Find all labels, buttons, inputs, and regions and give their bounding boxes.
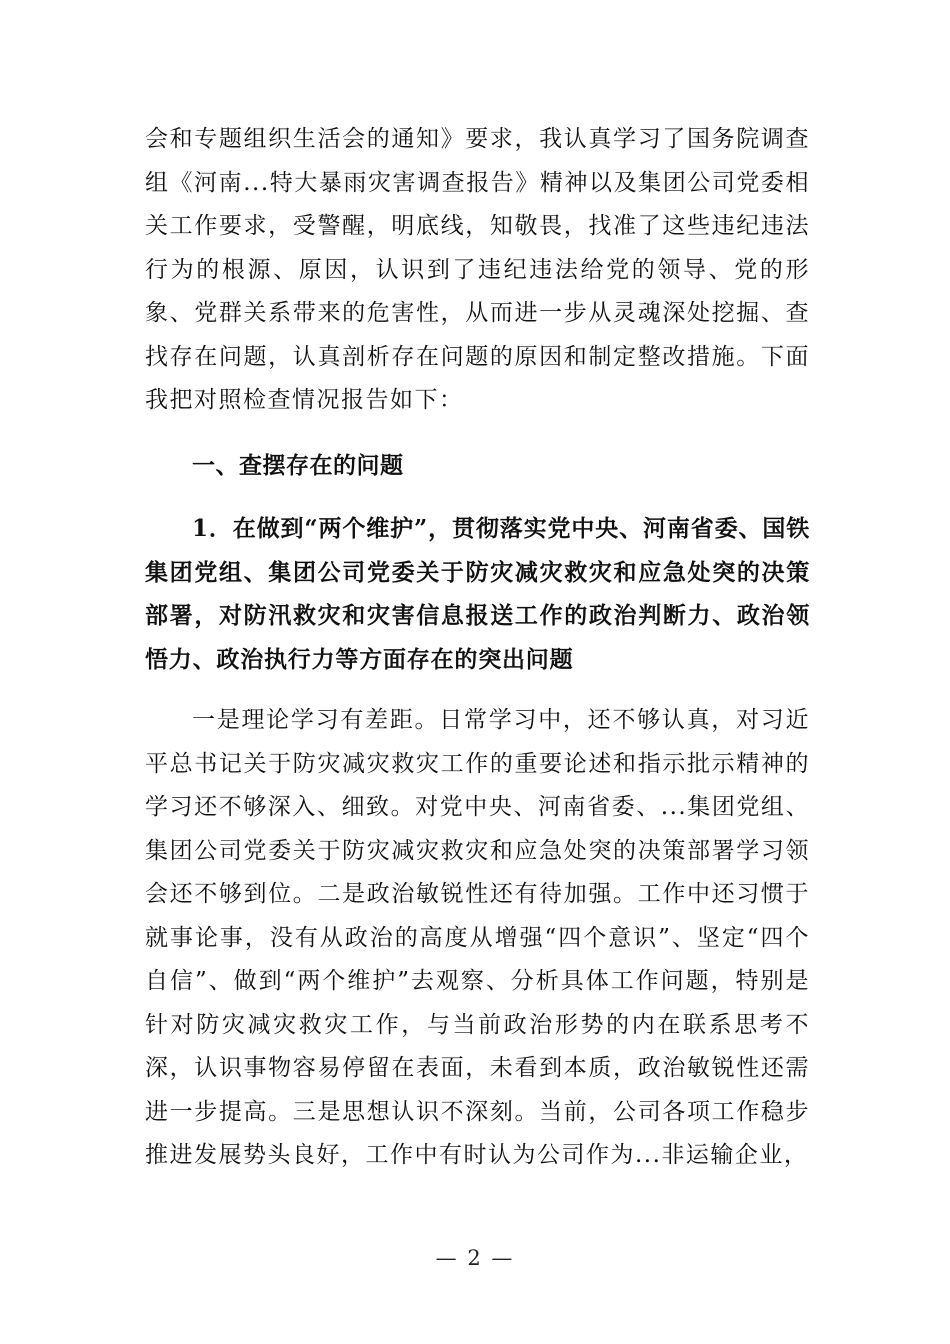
document-body: [145, 118, 810, 1178]
body-paragraph: 一是理论学习有差距。日常学习中，还不够认真，对习近平总书记关于防灾减灾救灾工作的重要论述和指示批示精神的学习还不够深入、细致。对党中央、河南省委、...集团党组、集团公司党委关于防灾减灾救灾和应急处突的决策部署学习领会还不够到位。二是政治敏锐性还有待加强。工作中还习惯于就事论事，没有从政治的高度从增强“四个意识”、坚定“四个自信”、做到“两个维护”去观察、分析具体工作问题，特别是针对防灾减灾救灾工作，与当前政治形势的内在联系思考不深，认识事物容易停留在表面，未看到本质，政治敏锐性还需进一步提高。三是思想认识不深刻。当前，公司各项工作稳步推进发展势头良好，工作中有时认为公司作为...非运输企业，: [145, 707, 810, 1168]
intro-paragraph: 会和专题组织生活会的通知》要求，我认真学习了国务院调查组《河南...特大暴雨灾害调查报告》精神以及集团公司党委相关工作要求，受警醒，明底线，知敬畏，找准了这些违纪违法行为的根源、原因，认识到了违纪违法给党的领导、党的形象、党群关系带来的危害性，从而进一步从灵魂深处挖掘、查找存在问题，认真剖析存在问题的原因和制定整改措施。下面我把对照检查情况报告如下：: [145, 126, 810, 413]
section-heading: 一、查摆存在的问题: [192, 452, 404, 479]
page-number: — 2 —: [435, 1246, 515, 1270]
subsection-heading: 1．在做到“两个维护”，贯彻落实党中央、河南省委、国铁集团党组、集团公司党委关于防灾减灾救灾和应急处突的决策部署，对防汛救灾和灾害信息报送工作的政治判断力、政治领悟力、政治执行力等方面存在的突出问题: [145, 515, 810, 673]
